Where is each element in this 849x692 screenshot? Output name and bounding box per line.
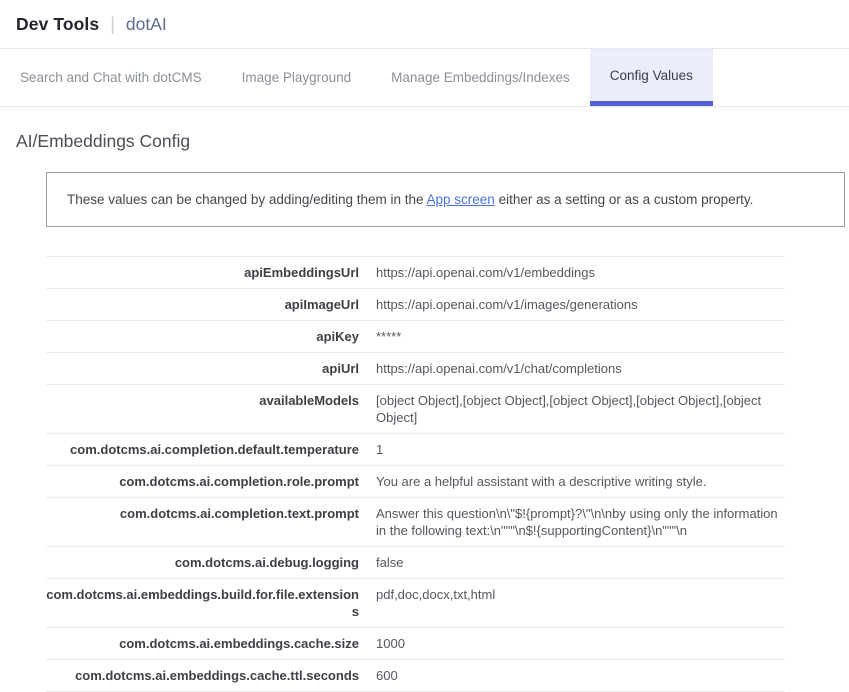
config-value: pdf,doc,docx,txt,html xyxy=(376,587,496,602)
page-title: AI/Embeddings Config xyxy=(16,131,191,151)
config-value: You are a helpful assistant with a descriptive writing style. xyxy=(376,474,707,489)
config-key: com.dotcms.ai.completion.role.prompt xyxy=(119,474,359,489)
config-value: 600 xyxy=(376,668,398,683)
tab-search-and-chat[interactable]: Search and Chat with dotCMS xyxy=(20,70,202,85)
config-value: https://api.openai.com/v1/chat/completions xyxy=(376,361,622,376)
config-row xyxy=(46,579,785,628)
config-value: false xyxy=(376,555,404,570)
config-row xyxy=(46,547,785,579)
tab-config-values[interactable]: Config Values xyxy=(590,49,713,106)
config-value: 1000 xyxy=(376,636,405,651)
config-key: com.dotcms.ai.embeddings.cache.ttl.seconds xyxy=(75,668,359,683)
config-row xyxy=(46,660,785,692)
notice-box xyxy=(46,172,845,227)
app-screen-link[interactable]: App screen xyxy=(426,192,495,207)
config-row xyxy=(46,498,785,547)
config-key: apiEmbeddingsUrl xyxy=(244,265,359,280)
config-row xyxy=(46,385,785,434)
config-key: com.dotcms.ai.debug.logging xyxy=(174,555,359,570)
config-value: https://api.openai.com/v1/images/generations xyxy=(376,297,638,312)
config-row xyxy=(46,257,785,289)
tab-image-playground[interactable]: Image Playground xyxy=(241,70,352,85)
config-key: apiUrl xyxy=(322,361,359,376)
config-key: com.dotcms.ai.completion.text.prompt xyxy=(119,506,359,521)
tool-title: dotAI xyxy=(125,13,167,34)
tab-manage-embeddings[interactable]: Manage Embeddings/Indexes xyxy=(391,70,570,85)
config-table xyxy=(46,256,785,692)
main-content xyxy=(0,131,849,692)
config-key: apiImageUrl xyxy=(284,297,359,312)
config-row xyxy=(46,466,785,498)
config-key: com.dotcms.ai.completion.default.temperature xyxy=(70,442,359,457)
config-row xyxy=(46,434,785,466)
config-row xyxy=(46,321,785,353)
config-value: Answer this question\n\"$!{prompt}?\"\n\nby using only the information in the following text:\n"""\n$!{supportingContent}\n"""\n xyxy=(376,506,782,538)
app-title: Dev Tools xyxy=(16,13,100,34)
config-key: apiKey xyxy=(316,329,359,344)
app-header xyxy=(0,0,849,49)
notice-text-after: either as a setting or as a custom property. xyxy=(494,192,754,207)
config-row xyxy=(46,628,785,660)
tab-bar xyxy=(0,49,849,107)
config-value: 1 xyxy=(376,442,384,457)
config-value: https://api.openai.com/v1/embeddings xyxy=(376,265,595,280)
notice-text-before: These values can be changed by adding/editing them in the xyxy=(67,192,427,207)
config-value: ***** xyxy=(376,329,402,344)
config-value: [object Object],[object Object],[object Object],[object Object],[object Object] xyxy=(376,393,765,425)
config-row xyxy=(46,289,785,321)
title-separator: | xyxy=(110,13,115,34)
config-row xyxy=(46,353,785,385)
config-key: availableModels xyxy=(259,393,359,408)
config-key: com.dotcms.ai.embeddings.cache.size xyxy=(119,636,359,651)
config-key: com.dotcms.ai.embeddings.build.for.file.extensions xyxy=(46,587,359,619)
